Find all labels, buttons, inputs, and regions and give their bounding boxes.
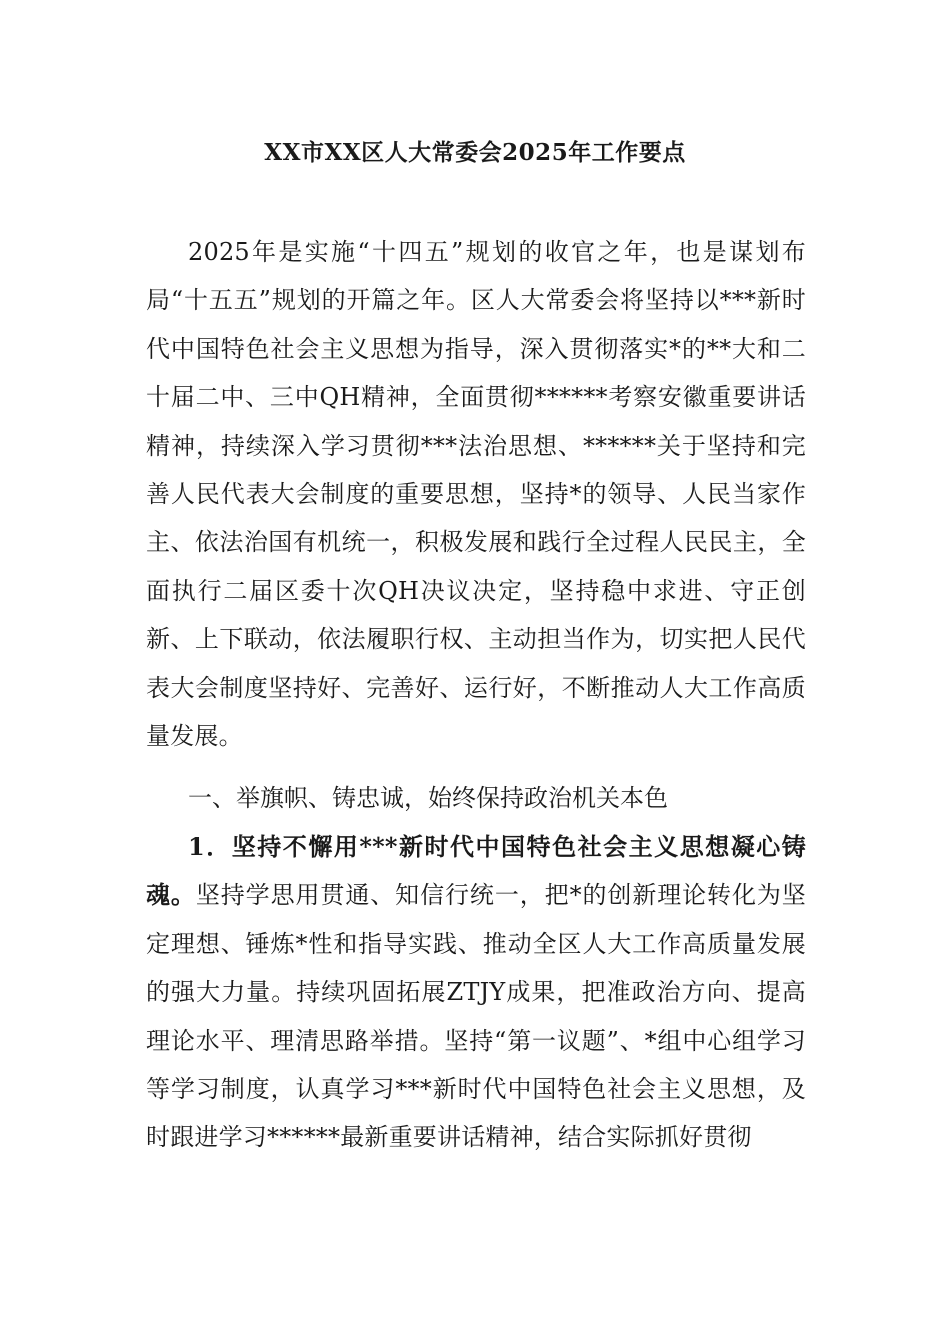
intro-paragraph: 2025年是实施“十四五”规划的收官之年，也是谋划布局“十五五”规划的开篇之年。区人大常委会将坚持以***新时代中国特色社会主义思想为指导，深入贯彻落实*的**大和二十届二中、三中QH精神，全面贯彻******考察安徽重要讲话精神，持续深入学习贯彻***法治思想、******关于坚持和完善人民代表大会制度的重要思想，坚持*的领导、人民当家作主、依法治国有机统一，积极发展和践行全过程人民民主，全面执行二届区委十次QH决议决定，坚持稳中求进、守正创新、上下联动，依法履职行权、主动担当作为，切实把人民代表大会制度坚持好、完善好、运行好，不断推动人大工作高质量发展。 [146,238,806,751]
item-one-paragraph [146,823,806,1162]
item-one-body: 坚持学思用贯通、知信行统一，把*的创新理论转化为坚定理想、锤炼*性和指导实践、推动全区人大工作高质量发展的强大力量。持续巩固拓展ZTJY成果，把准政治方向、提高理论水平、理清思路举措。坚持“第一议题”、*组中心组学习等学习制度，认真学习***新时代中国特色社会主义思想，及时跟进学习******最新重要讲话精神，结合实际抓好贯彻 [146,881,807,1152]
document-title: XX市XX区人大常委会2025年工作要点 [264,139,686,166]
section-heading: 一、举旗帜、铸忠诚，始终保持政治机关本色 [188,784,668,812]
item-one-lead: 1．坚持不懈用***新时代中国特色社会主义思想凝心铸魂。 [146,832,806,910]
